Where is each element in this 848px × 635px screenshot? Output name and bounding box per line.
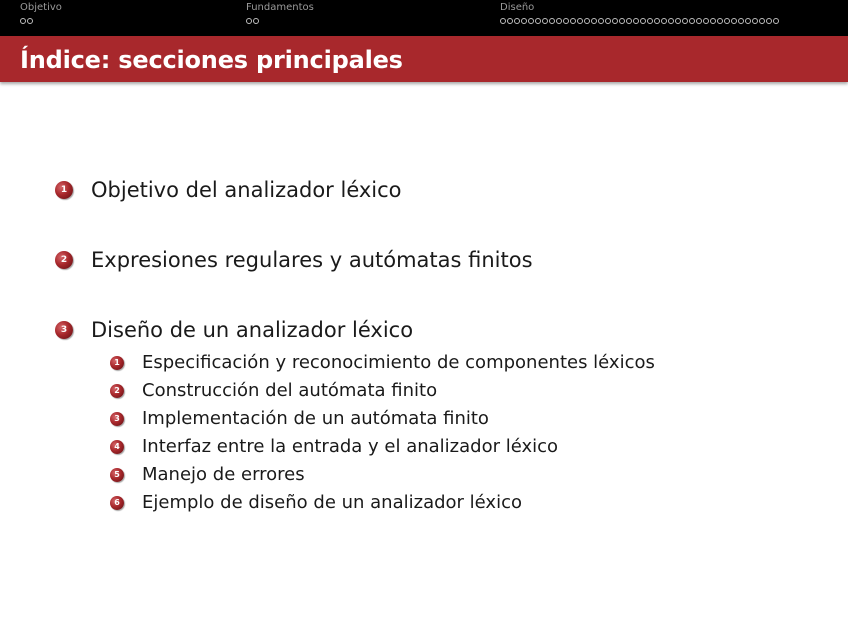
section-number-ball: 1	[55, 181, 73, 199]
nav-dot[interactable]	[514, 18, 520, 24]
toc-subsection[interactable]	[110, 464, 305, 485]
subsection-number-ball: 3	[110, 412, 124, 426]
toc-section-label: Objetivo del analizador léxico	[91, 178, 402, 202]
nav-dot[interactable]	[626, 18, 632, 24]
nav-dot[interactable]	[738, 18, 744, 24]
nav-dot[interactable]	[731, 18, 737, 24]
nav-dot[interactable]	[20, 18, 26, 24]
nav-dot[interactable]	[773, 18, 779, 24]
nav-dot[interactable]	[27, 18, 33, 24]
nav-dot[interactable]	[612, 18, 618, 24]
toc-subsection-label: Implementación de un autómata finito	[142, 408, 489, 429]
nav-dot[interactable]	[246, 18, 252, 24]
toc-subsection-label: Interfaz entre la entrada y el analizador léxico	[142, 436, 559, 457]
nav-section-label: Diseño	[500, 2, 535, 13]
nav-dot[interactable]	[717, 18, 723, 24]
nav-dot[interactable]	[640, 18, 646, 24]
nav-dot[interactable]	[584, 18, 590, 24]
subsection-number-ball: 1	[110, 356, 124, 370]
nav-dot[interactable]	[619, 18, 625, 24]
nav-section-label: Objetivo	[20, 2, 62, 13]
nav-dot[interactable]	[605, 18, 611, 24]
nav-dot[interactable]	[675, 18, 681, 24]
toc-section-diseno[interactable]	[55, 318, 413, 342]
navigation-bar	[0, 0, 848, 36]
nav-progress-dots	[246, 18, 314, 24]
subsection-number-ball: 4	[110, 440, 124, 454]
nav-dot[interactable]	[703, 18, 709, 24]
nav-dot[interactable]	[696, 18, 702, 24]
toc-subsection-label: Manejo de errores	[142, 464, 305, 485]
nav-dot[interactable]	[570, 18, 576, 24]
nav-dot[interactable]	[253, 18, 259, 24]
nav-dot[interactable]	[542, 18, 548, 24]
nav-dot[interactable]	[528, 18, 534, 24]
nav-dot[interactable]	[500, 18, 506, 24]
toc-subsection[interactable]	[110, 492, 522, 513]
toc-subsection-label: Ejemplo de diseño de un analizador léxico	[142, 492, 522, 513]
toc-subsection[interactable]	[110, 380, 437, 401]
nav-section-diseno[interactable]	[500, 2, 779, 24]
toc-subsection[interactable]	[110, 436, 558, 457]
nav-dot[interactable]	[682, 18, 688, 24]
subsection-number-ball: 2	[110, 384, 124, 398]
nav-dot[interactable]	[752, 18, 758, 24]
nav-progress-dots	[500, 18, 779, 24]
toc-subsection[interactable]	[110, 352, 655, 373]
section-number-ball: 3	[55, 321, 73, 339]
nav-dot[interactable]	[724, 18, 730, 24]
slide-title: Índice: secciones principales	[20, 46, 403, 74]
nav-dot[interactable]	[535, 18, 541, 24]
nav-dot[interactable]	[689, 18, 695, 24]
nav-dot[interactable]	[577, 18, 583, 24]
subsection-number-ball: 5	[110, 468, 124, 482]
nav-section-fundamentos[interactable]	[246, 2, 314, 24]
nav-dot[interactable]	[591, 18, 597, 24]
nav-section-label: Fundamentos	[246, 2, 314, 13]
nav-dot[interactable]	[563, 18, 569, 24]
nav-dot[interactable]	[654, 18, 660, 24]
title-bar	[0, 36, 848, 82]
nav-dot[interactable]	[766, 18, 772, 24]
subsection-number-ball: 6	[110, 496, 124, 510]
toc-subsection[interactable]	[110, 408, 489, 429]
nav-dot[interactable]	[668, 18, 674, 24]
nav-dot[interactable]	[759, 18, 765, 24]
nav-dot[interactable]	[598, 18, 604, 24]
nav-progress-dots	[20, 18, 62, 24]
nav-dot[interactable]	[507, 18, 513, 24]
nav-dot[interactable]	[661, 18, 667, 24]
nav-dot[interactable]	[710, 18, 716, 24]
toc-subsection-label: Especificación y reconocimiento de componentes léxicos	[142, 352, 655, 373]
nav-dot[interactable]	[633, 18, 639, 24]
toc-section-objetivo[interactable]	[55, 178, 402, 202]
nav-dot[interactable]	[647, 18, 653, 24]
section-number-ball: 2	[55, 251, 73, 269]
toc-section-expresiones[interactable]	[55, 248, 533, 272]
nav-dot[interactable]	[549, 18, 555, 24]
toc-subsection-label: Construcción del autómata finito	[142, 380, 438, 401]
toc-section-label: Expresiones regulares y autómatas finitos	[91, 248, 533, 272]
toc-section-label: Diseño de un analizador léxico	[91, 318, 414, 342]
nav-dot[interactable]	[556, 18, 562, 24]
nav-dot[interactable]	[745, 18, 751, 24]
nav-dot[interactable]	[521, 18, 527, 24]
nav-section-objetivo[interactable]	[20, 2, 62, 24]
